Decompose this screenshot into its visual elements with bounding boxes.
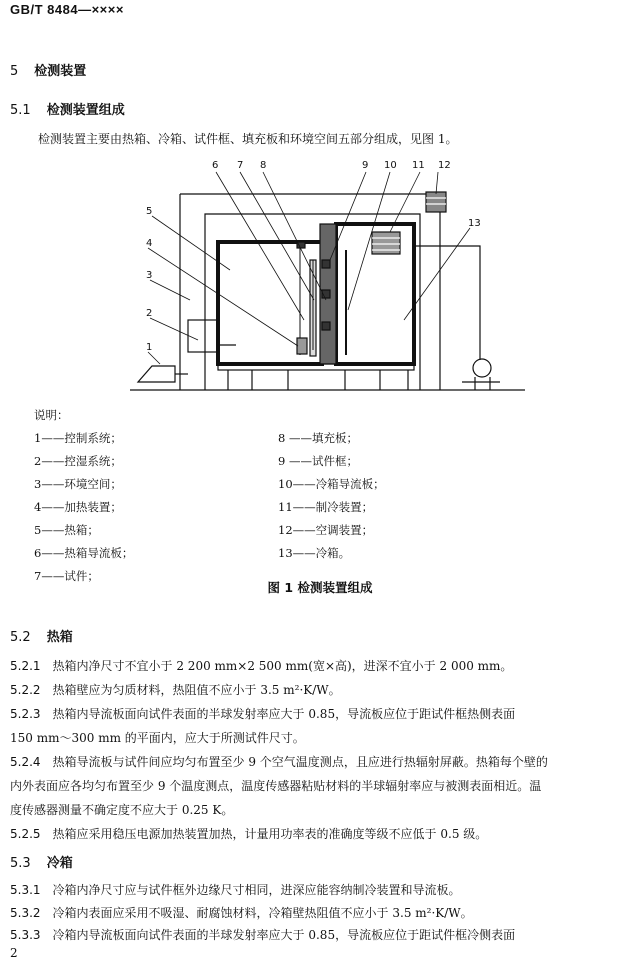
clause-5-2-2 <box>10 678 632 702</box>
figure-label: 11 <box>412 160 425 171</box>
clause-5-2-1 <box>10 654 632 678</box>
legend-item: 2——控湿系统； <box>34 454 122 468</box>
legend-item: 13——冷箱。 <box>278 546 351 560</box>
legend-item: 11——制冷装置； <box>278 500 374 514</box>
clause-number: 5.3.3 <box>10 928 41 942</box>
legend-item: 7——试件； <box>34 569 99 583</box>
clause-text: 热箱内导流板面向试件表面的半球发射率应大于 0.85，导流板应位于距试件框热侧表面 <box>52 707 516 721</box>
section-title: 热箱 <box>46 630 73 645</box>
section-title: 检测装置组成 <box>46 103 125 118</box>
section-5-1-text: 检测装置主要由热箱、冷箱、试件框、填充板和环境空间五部分组成，见图 1。 <box>38 132 458 146</box>
clause-number: 5.2.3 <box>10 707 41 721</box>
legend-item: 1——控制系统； <box>34 431 122 445</box>
clause-text: 150 mm～300 mm 的平面内，应大于所测试件尺寸。 <box>10 731 305 745</box>
clause-number: 5.3.2 <box>10 906 41 920</box>
figure-label: 8 <box>260 160 267 171</box>
clause-5-3-2 <box>10 901 632 925</box>
clause-number: 5.3.1 <box>10 883 41 897</box>
clause-text: 冷箱内导流板面向试件表面的半球发射率应大于 0.85，导流板应位于距试件框冷侧表面 <box>52 928 516 942</box>
legend-item: 4——加热装置； <box>34 500 122 514</box>
clause-text: 冷箱内净尺寸应与试件框外边缘尺寸相同，进深应能容纳制冷装置和导流板。 <box>52 883 461 897</box>
figure-label: 10 <box>384 160 397 171</box>
clause-5-3-3 <box>10 923 632 947</box>
section-5-2-heading <box>10 626 73 645</box>
figure-label: 1 <box>146 342 153 353</box>
figure-label: 7 <box>237 160 244 171</box>
clause-text: 度传感器测量不确定度不应大于 0.25 K。 <box>10 803 234 817</box>
clause-5-3-1 <box>10 878 632 902</box>
clause-text: 热箱导流板与试件间应均匀布置至少 9 个空气温度测点，且应进行热辐射屏蔽。热箱每个壁的 <box>52 755 548 769</box>
section-number: 5.2 <box>10 630 31 645</box>
section-5-1-heading <box>10 99 125 118</box>
legend-item: 6——热箱导流板； <box>34 546 134 560</box>
clause-number: 5.2.5 <box>10 827 41 841</box>
standard-header: GB/T 8484—×××× <box>10 2 124 17</box>
legend-item: 3——环境空间； <box>34 477 122 491</box>
test-apparatus-figure <box>0 150 640 400</box>
legend-item: 8 ——填充板； <box>278 431 358 445</box>
figure-label: 3 <box>146 270 153 281</box>
section-title: 检测装置 <box>34 64 87 79</box>
clause-5-2-4 <box>10 750 632 822</box>
section-5-heading <box>10 60 86 79</box>
section-number: 5 <box>10 64 19 79</box>
clause-text: 内外表面应各均匀布置至少 9 个温度测点，温度传感器粘贴材料的半球辐射率应与被测表面相近。温 <box>10 779 542 793</box>
clause-number: 5.2.1 <box>10 659 41 673</box>
figure-label: 2 <box>146 308 153 319</box>
clause-number: 5.2.2 <box>10 683 41 697</box>
clause-number: 5.2.4 <box>10 755 41 769</box>
figure-label: 12 <box>438 160 451 171</box>
figure-label: 6 <box>212 160 219 171</box>
legend-item: 10——冷箱导流板； <box>278 477 385 491</box>
section-title: 冷箱 <box>46 856 73 871</box>
clause-5-2-3 <box>10 702 632 750</box>
clause-text: 热箱壁应为匀质材料，热阻值不应小于 3.5 m²·K/W。 <box>52 683 341 697</box>
legend-item: 5——热箱； <box>34 523 99 537</box>
section-number: 5.1 <box>10 103 31 118</box>
legend-item: 12——空调装置； <box>278 523 374 537</box>
figure-label: 4 <box>146 238 153 249</box>
figure-label: 5 <box>146 206 153 217</box>
clause-text: 冷箱内表面应采用不吸湿、耐腐蚀材料，冷箱壁热阻值不应小于 3.5 m²·K/W。 <box>52 906 473 920</box>
section-5-3-heading <box>10 852 73 871</box>
legend-title: 说明： <box>34 408 69 422</box>
clause-text: 热箱内净尺寸不宜小于 2 200 mm×2 500 mm(宽×高)，进深不宜小于 2 000 mm。 <box>52 659 513 673</box>
legend-item: 9 ——试件框； <box>278 454 358 468</box>
figure-caption: 图 1 检测装置组成 <box>267 580 373 595</box>
figure-label: 13 <box>468 218 481 229</box>
section-number: 5.3 <box>10 856 31 871</box>
figure-label: 9 <box>362 160 369 171</box>
clause-text: 热箱应采用稳压电源加热装置加热，计量用功率表的准确度等级不应低于 0.5 级。 <box>52 827 488 841</box>
page-number: 2 <box>10 946 18 960</box>
clause-5-2-5 <box>10 822 632 846</box>
